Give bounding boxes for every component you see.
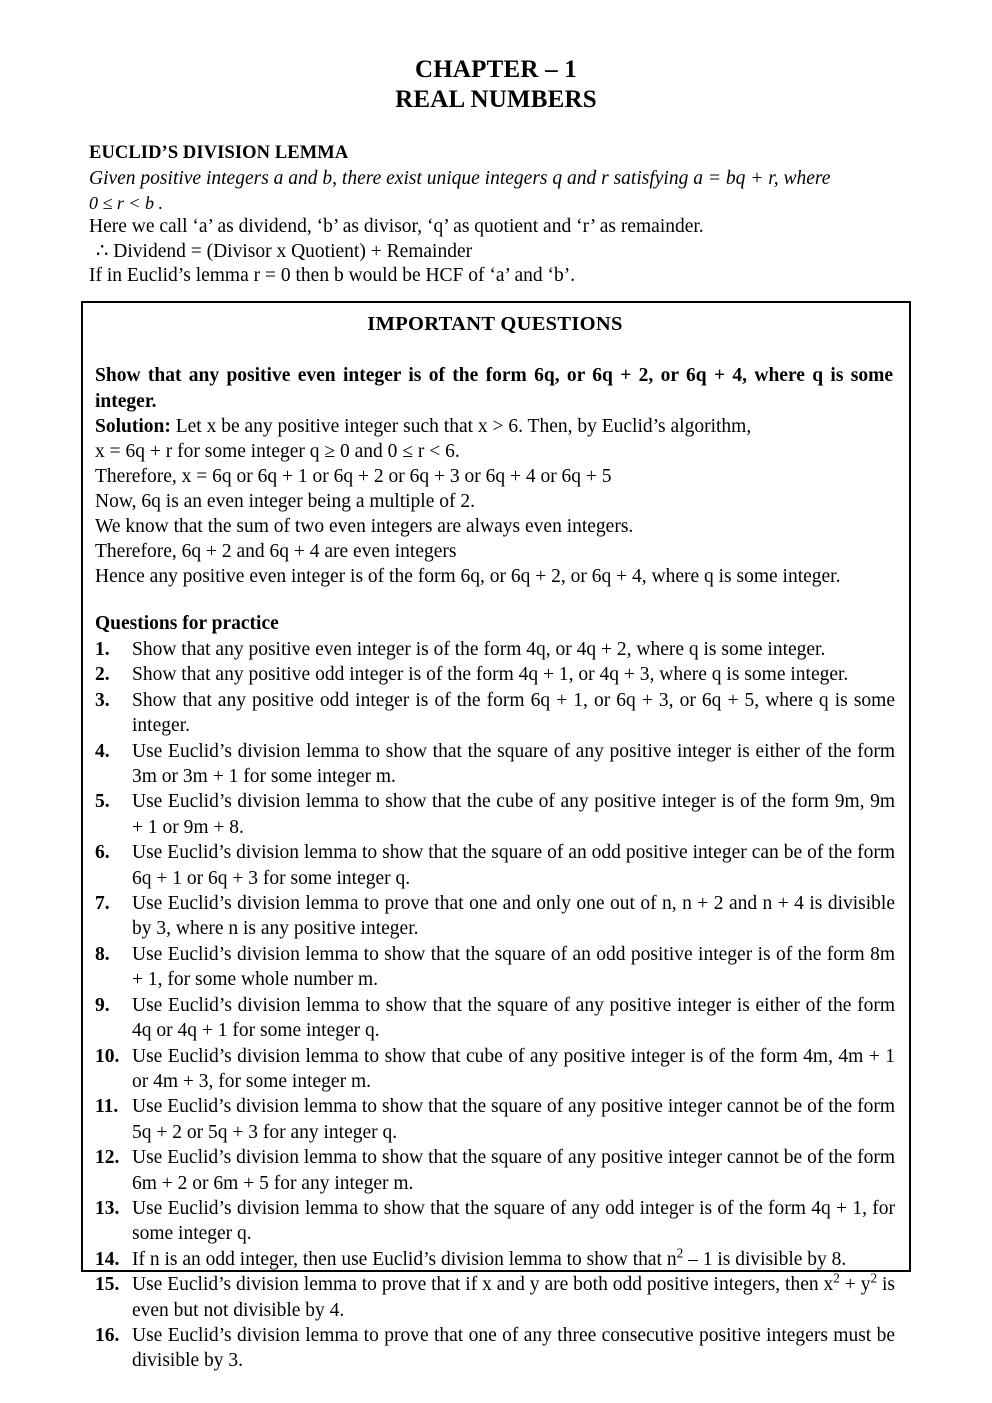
item-text: Show that any positive odd integer is of the form 4q + 1, or 4q + 3, where q is some integer. [132, 664, 849, 686]
list-item [95, 739, 895, 790]
list-item [95, 688, 895, 739]
solution-line-0 [95, 414, 895, 439]
list-item [95, 1094, 895, 1145]
item-number: 1. [95, 639, 110, 660]
item-text: Use Euclid’s division lemma to prove that if x and y are both odd positive integers, then $x^2 + y^2$ is even but not divisible by 4. [132, 1270, 896, 1321]
item-number: 10. [95, 1045, 120, 1067]
item-number: 14. [95, 1248, 120, 1270]
list-item [95, 637, 895, 662]
item-text: Use Euclid’s division lemma to prove that one and only one out of n, n + 2 and n + 4 is divisible by 3, where n is any positive integer. [132, 893, 895, 940]
item-number: 13. [95, 1197, 120, 1219]
item-text: Use Euclid’s division lemma to show that the square of any positive integer is either of the form 4q or 4q + 1 for some integer q. [132, 994, 895, 1042]
list-item [95, 789, 895, 840]
solution-line-4: We know that the sum of two even integers are always even integers. [95, 516, 634, 537]
terminology-line: Here we call ‘a’ as dividend, ‘b’ as divisor, ‘q’ as quotient and ‘r’ as remainder. [89, 216, 704, 237]
item-number: 5. [95, 791, 110, 813]
solution-line-6: Hence any positive even integer is of the form 6q, or 6q + 2, or 6q + 4, where q is some integer. [95, 566, 841, 587]
item-text: Use Euclid’s division lemma to prove that one of any three consecutive positive integers must be divisible by 3. [132, 1324, 895, 1372]
item-number: 11. [95, 1096, 119, 1118]
hcf-note-line: If in Euclid’s lemma r = 0 then b would be HCF of ‘a’ and ‘b’. [89, 265, 576, 286]
list-item [95, 1247, 895, 1272]
item-text: Use Euclid’s division lemma to show that the square of any odd integer is of the form 4q + 1, for some integer q. [132, 1197, 895, 1245]
item-text: Use Euclid’s division lemma to show that the square of any positive integer is either of the form 3m or 3m + 1 for some integer m. [132, 740, 895, 788]
item-number: 9. [95, 994, 110, 1016]
list-item [95, 993, 895, 1044]
item-text: Use Euclid’s division lemma to show that the square of an odd positive integer is of the form 8m + 1, for some whole number m. [132, 943, 895, 991]
solution-label: Solution: [95, 416, 171, 437]
item-number: 7. [95, 893, 110, 915]
section-heading-euclids-division-lemma: EUCLID’S DIVISION LEMMA [89, 143, 349, 163]
practice-questions-heading: Questions for practice [95, 613, 279, 634]
list-item [95, 1145, 895, 1196]
solution-text-0: Let x be any positive integer such that x > 6. Then, by Euclid’s algorithm, [170, 416, 752, 437]
item-text: Use Euclid’s division lemma to show that the square of any positive integer cannot be of the form 5q + 2 or 5q + 3 for any integer q. [132, 1096, 895, 1143]
item-text: Show that any positive even integer is of the form 4q, or 4q + 2, where q is some integer. [132, 639, 826, 660]
lemma-statement: Given positive integers a and b, there exist unique integers q and r satisfying a = bq + r, where [89, 167, 831, 189]
item-number: 2. [95, 664, 110, 686]
chapter-number-line: CHAPTER – 1 [415, 56, 577, 83]
important-questions-box [81, 301, 911, 1372]
list-item [95, 840, 895, 891]
chapter-name-line: REAL NUMBERS [395, 86, 597, 113]
item-number: 6. [95, 842, 110, 864]
list-item [95, 1323, 895, 1374]
item-text: Use Euclid’s division lemma to show that cube of any positive integer is of the form 4m, 4m + 1 or 4m + 3, for some integer m. [132, 1045, 895, 1092]
list-item [95, 942, 895, 993]
page-title [0, 0, 992, 115]
item-text: If n is an odd integer, then use Euclid’s division lemma to show that $n^2 - 1$ is divisible by 8. [132, 1245, 847, 1270]
worked-question-statement: Show that any positive even integer is of the form 6q, or 6q + 2, or 6q + 4, where q is some integer. [95, 365, 893, 412]
item-text: Use Euclid’s division lemma to show that the square of an odd positive integer can be of the form 6q + 1 or 6q + 3 for some integer q. [132, 842, 895, 889]
solution-line-3: Now, 6q is an even integer being a multiple of 2. [95, 491, 475, 512]
item-number: 15. [95, 1274, 120, 1296]
item-number: 12. [95, 1147, 120, 1169]
item-text: Show that any positive odd integer is of the form 6q + 1, or 6q + 3, or 6q + 5, where q is some integer. [132, 689, 895, 737]
important-questions-title: IMPORTANT QUESTIONS [367, 313, 623, 335]
list-item [95, 1272, 895, 1323]
item-number: 3. [95, 689, 110, 711]
solution-line-2: Therefore, x = 6q or 6q + 1 or 6q + 2 or 6q + 3 or 6q + 4 or 6q + 5 [95, 466, 612, 487]
list-item [95, 891, 895, 942]
item-number: 4. [95, 740, 110, 762]
lemma-condition: 0 ≤ r < b . [89, 192, 164, 213]
practice-questions-list [95, 637, 895, 1374]
item-text: Use Euclid’s division lemma to show that the cube of any positive integer is of the form 9m, 9m + 1 or 9m + 8. [132, 791, 895, 838]
item-number: 8. [95, 943, 110, 965]
solution-line-1: x = 6q + r for some integer q ≥ 0 and 0 ≤ r < 6. [95, 441, 460, 462]
dividend-formula-line: ∴ Dividend = (Divisor x Quotient) + Remainder [96, 240, 473, 262]
solution-line-5: Therefore, 6q + 2 and 6q + 4 are even integers [95, 541, 457, 562]
list-item [95, 1044, 895, 1095]
intro-section [89, 115, 903, 289]
item-text: Use Euclid’s division lemma to show that the square of any positive integer cannot be of the form 6m + 2 or 6m + 5 for any integer m. [132, 1147, 895, 1194]
item-number: 16. [95, 1324, 120, 1346]
list-item [95, 662, 895, 687]
list-item [95, 1196, 895, 1247]
